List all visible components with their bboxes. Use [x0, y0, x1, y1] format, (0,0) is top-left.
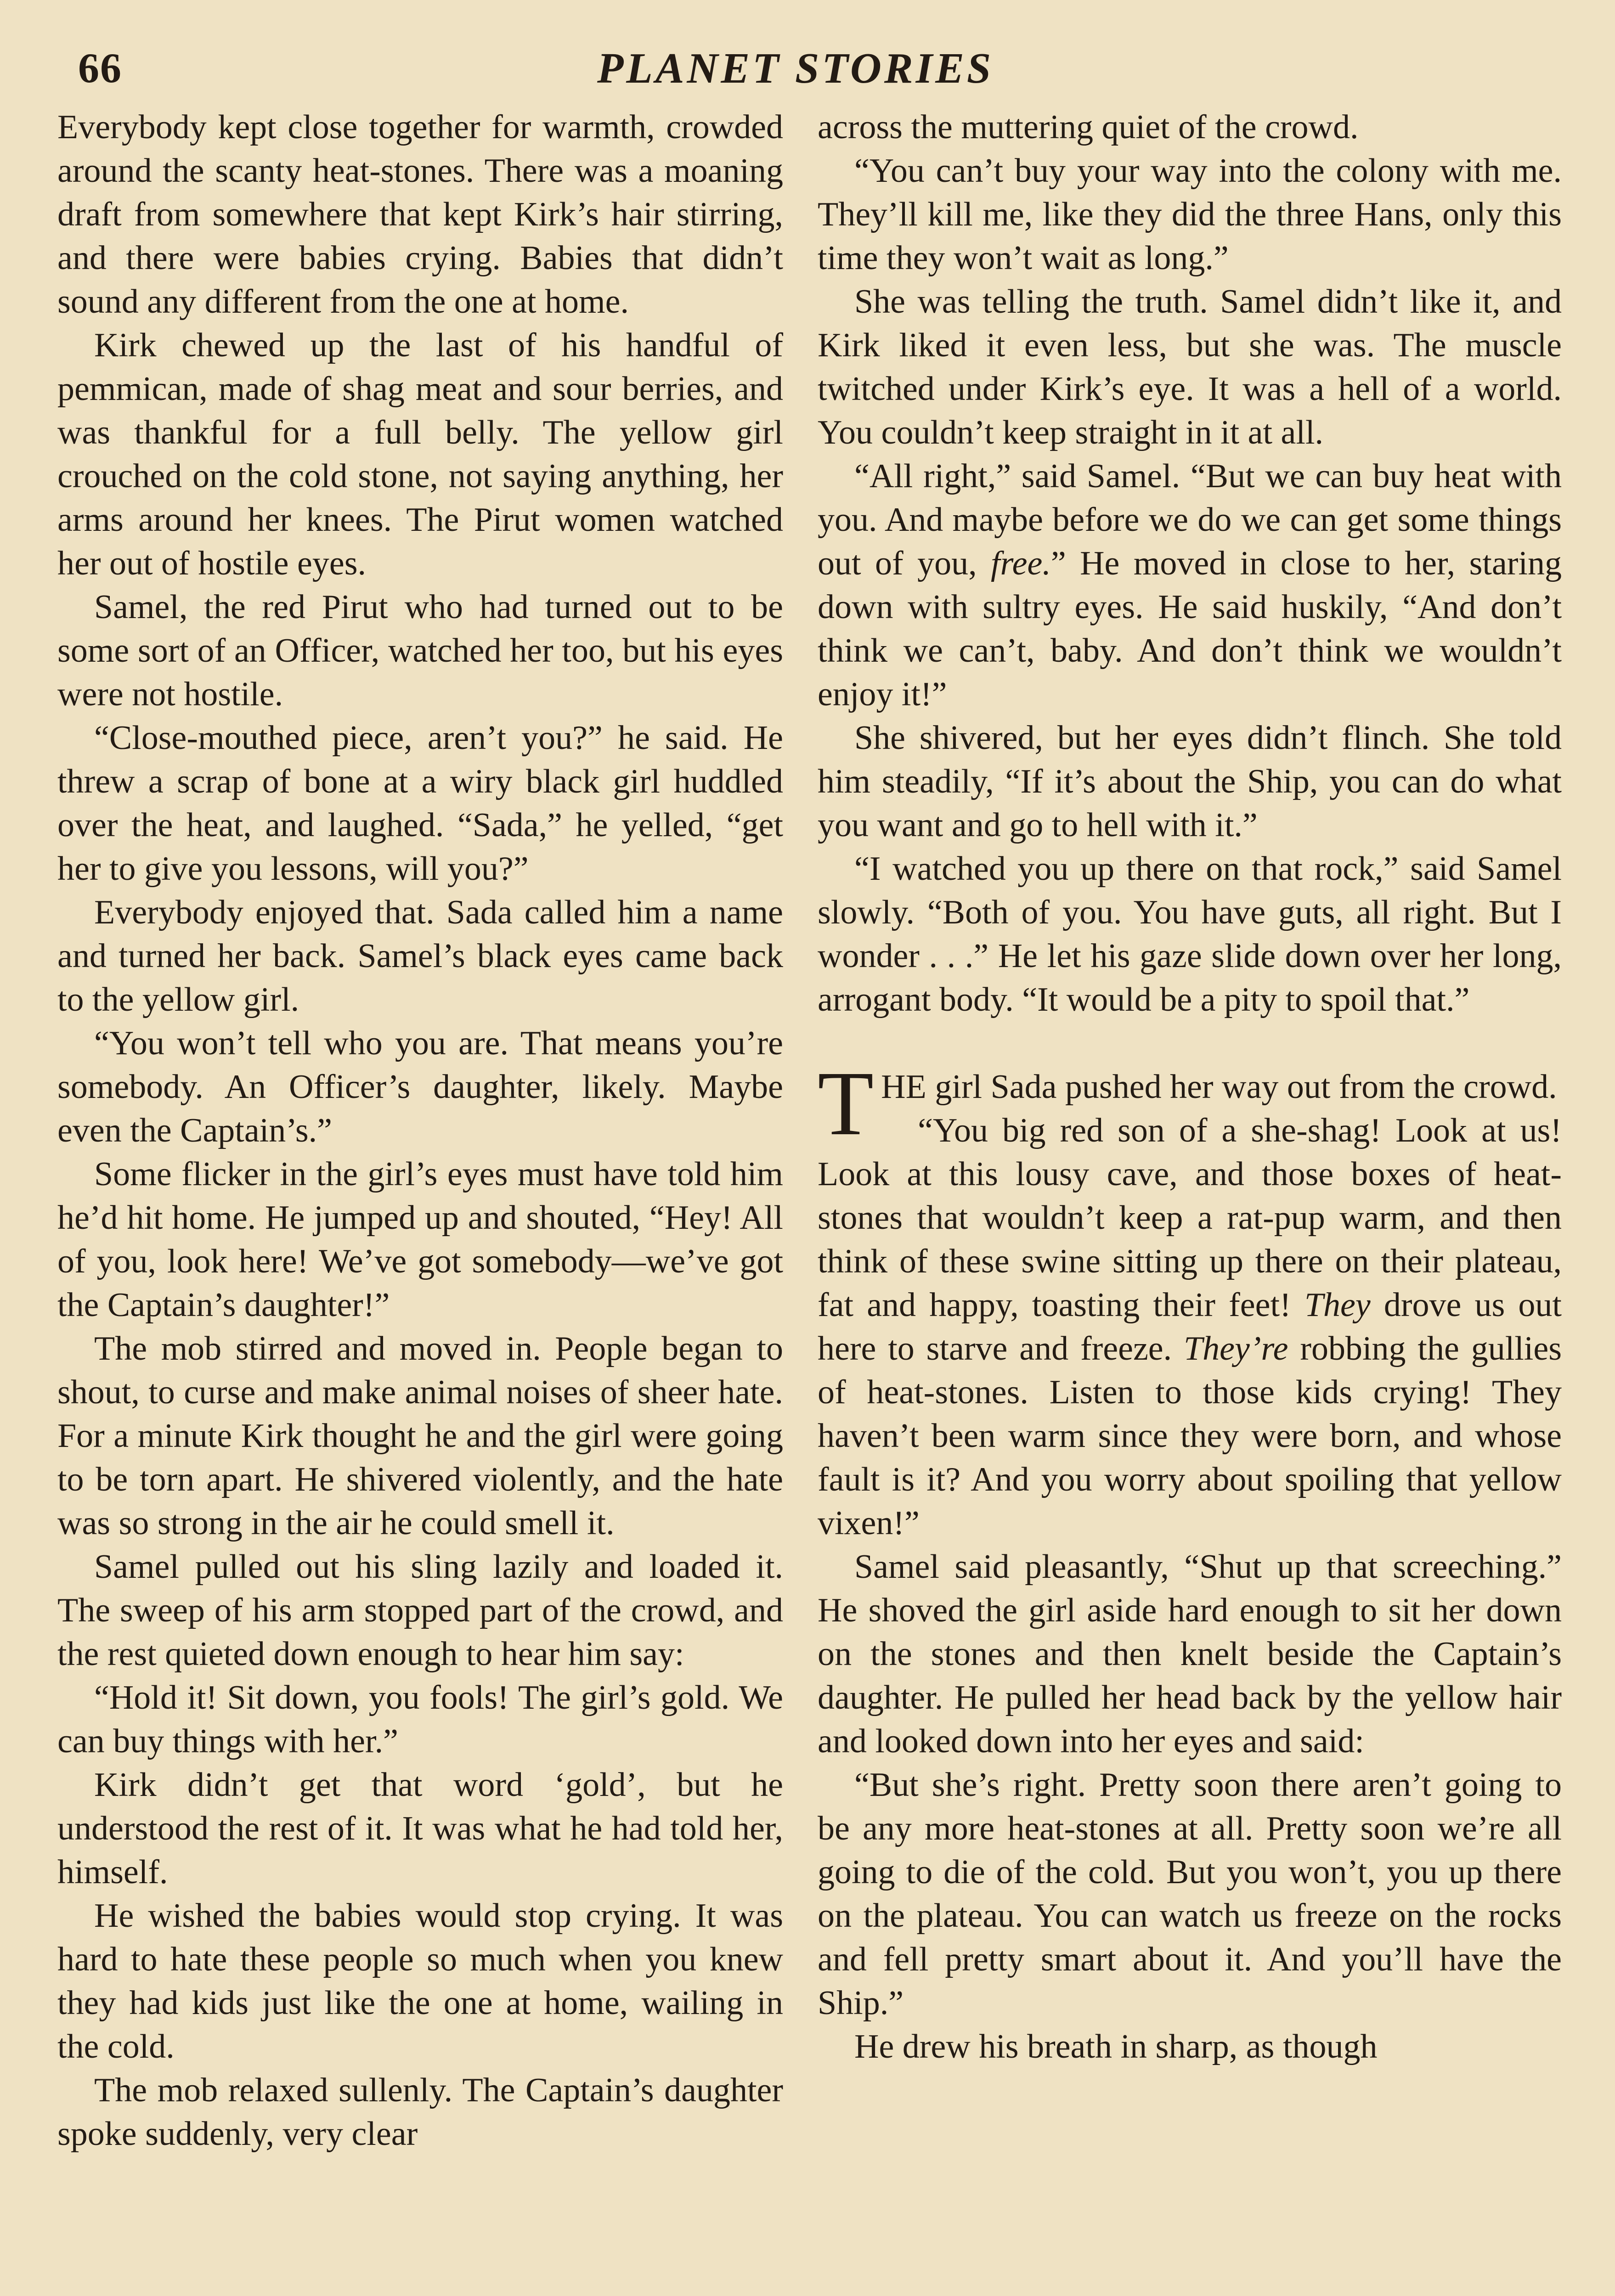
paragraph: Some flicker in the girl’s eyes must have told him he’d hit home. He jumped up and shouted, “Hey! All of you, look here! We’ve got somebody—we’ve got the Captain’s daughter!”: [57, 1155, 783, 1324]
drop-cap: T: [818, 1053, 874, 1154]
paragraph: He wished the babies would stop crying. It was hard to hate these people so much when you knew they had kids just like the one at home, wailing in the cold.: [57, 1897, 783, 2065]
paragraph: Samel pulled out his sling lazily and loaded it. The sweep of his arm stopped part of the crowd, and the rest quieted down enough to hear him say:: [57, 1548, 783, 1673]
left-column: [57, 106, 783, 2156]
paragraph: “You won’t tell who you are. That means you’re somebody. An Officer’s daughter, likely. Maybe even the Captain’s.”: [57, 1024, 783, 1149]
section-opening: [818, 1053, 1562, 1154]
emphasis: free.: [991, 545, 1051, 582]
right-column: [818, 106, 1562, 2069]
text-run: “You big red son of a she-shag! Look at us! Look at this lousy cave, and those boxes of heat-stones that wouldn’t keep a rat-pup warm, and then think of these swine sitting up there on their plateau, fat and happy, toasting their feet!: [818, 1112, 1562, 1324]
paragraph: Everybody kept close together for warmth, crowded around the scanty heat-stones. There was a moaning draft from somewhere that kept Kirk’s hair stirring, and there were babies crying. Babies that didn’t sound any different from the one at home.: [57, 108, 783, 321]
text-run: drove us out here to starve and freeze.: [818, 1286, 1562, 1367]
paragraph: “I watched you up there on that rock,” said Samel slowly. “Both of you. You have guts, all right. But I wonder . . .” He let his gaze slide down over her long, arrogant body. “It would be a pity to spoil that.”: [818, 850, 1562, 1019]
paragraph: He drew his breath in sharp, as though: [854, 2028, 1378, 2065]
paragraph: “You can’t buy your way into the colony with me. They’ll kill me, like they did the three Hans, only this time they won’t wait as long.”: [818, 152, 1562, 277]
paragraph: [818, 1109, 1562, 1545]
paragraph: Samel, the red Pirut who had turned out to be some sort of an Officer, watched her too, but his eyes were not hostile.: [57, 588, 783, 713]
paragraph: “Close-mouthed piece, aren’t you?” he said. He threw a scrap of bone at a wiry black girl huddled over the heat, and laughed. “Sada,” he yelled, “get her to give you lessons, will you?”: [57, 719, 783, 888]
paragraph: across the muttering quiet of the crowd.: [818, 108, 1359, 146]
paragraph: Kirk didn’t get that word ‘gold’, but he understood the rest of it. It was what he had told her, himself.: [57, 1766, 783, 1891]
text-run: ” He moved in close to her, staring down with sultry eyes. He said huskily, “And don’t think we can’t, baby. And don’t think we wouldn’t enjoy it!”: [818, 545, 1562, 713]
paragraph: She shivered, but her eyes didn’t flinch. She told him steadily, “If it’s about the Ship, you can do what you want and go to hell with it.”: [818, 719, 1562, 844]
emphasis: They’re: [1184, 1330, 1288, 1367]
paragraph: The mob stirred and moved in. People began to shout, to curse and make animal noises of sheer hate. For a minute Kirk thought he and the girl were going to be torn apart. He shivered violently, and the hate was so strong in the air he could smell it.: [57, 1330, 783, 1542]
paragraph: The mob relaxed sullenly. The Captain’s daughter spoke suddenly, very clear: [57, 2071, 783, 2153]
paragraph: Samel said pleasantly, “Shut up that screeching.” He shoved the girl aside hard enough to sit her down on the stones and then knelt beside the Captain’s daughter. He pulled her head back by the yellow hair and looked down into her eyes and said:: [818, 1548, 1562, 1760]
text-run: “All right,” said Samel. “But we can buy heat with you. And maybe before we do we can get some things out of you,: [818, 457, 1562, 582]
paragraph: “But she’s right. Pretty soon there aren’t going to be any more heat-stones at all. Pretty soon we’re all going to die of the cold. But you won’t, you up there on the plateau. You can watch us freeze on the rocks and fell pretty smart about it. And you’ll have the Ship.”: [818, 1766, 1562, 2022]
paragraph: “Hold it! Sit down, you fools! The girl’s gold. We can buy things with her.”: [57, 1679, 783, 1760]
page-number: 66: [78, 45, 122, 91]
paragraph: Everybody enjoyed that. Sada called him a name and turned her back. Samel’s black eyes came back to the yellow girl.: [57, 894, 783, 1019]
text-run: HE girl Sada pushed her way out from the crowd.: [881, 1068, 1557, 1106]
page-header: [69, 44, 1553, 99]
paragraph: She was telling the truth. Samel didn’t like it, and Kirk liked it even less, but she was. The muscle twitched under Kirk’s eye. It was a hell of a world. You couldn’t keep straight in it at all.: [818, 283, 1562, 451]
emphasis: They: [1304, 1286, 1371, 1324]
paragraph: [818, 455, 1562, 716]
magazine-title: PLANET STORIES: [597, 45, 994, 92]
text-run: robbing the gullies of heat-stones. Listen to those kids crying! They haven’t been warm since they were born, and whose fault is it? And you worry about spoiling that yellow vixen!”: [818, 1330, 1562, 1542]
paragraph: Kirk chewed up the last of his handful of pemmican, made of shag meat and sour berries, and was thankful for a full belly. The yellow girl crouched on the cold stone, not saying anything, her arms around her knees. The Pirut women watched her out of hostile eyes.: [57, 326, 783, 582]
